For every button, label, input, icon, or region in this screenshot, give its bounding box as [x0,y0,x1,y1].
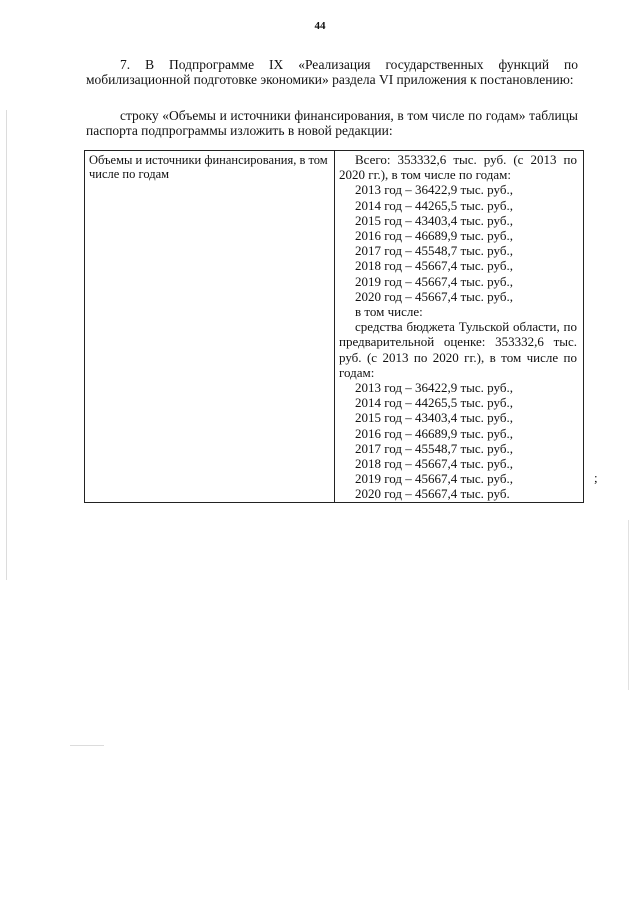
year-line: 2018 год – 45667,4 тыс. руб., [355,258,513,274]
scan-artifact [6,110,7,580]
year-line: 2019 год – 45667,4 тыс. руб., [355,273,513,289]
year-line: 2013 год – 36422,9 тыс. руб., [355,182,513,198]
table-cell-label: Объемы и источники финансирования, в том числе по годам [85,151,335,503]
financing-total: Всего: 353332,6 тыс. руб. (с 2013 по 2020 гг.), в том числе по годам: [339,152,577,183]
year-line: 2017 год – 45548,7 тыс. руб., [355,440,513,456]
regional-budget-line: средства бюджета Тульской области, по предварительной оценке: 353332,6 тыс. руб. (с 2013 по 2020 гг.), в том числе по годам: [339,319,577,380]
year-line: 2016 год – 46689,9 тыс. руб., [355,425,513,441]
paragraph-instruction: строку «Объемы и источники финансирования, в том числе по годам» таблицы паспорта подпрограммы изложить в новой редакции: [86,108,578,138]
year-line: 2016 год – 46689,9 тыс. руб., [355,228,513,244]
scan-artifact [628,520,629,690]
year-line: 2019 год – 45667,4 тыс. руб., [355,471,513,487]
page-number: 44 [314,20,326,32]
scan-artifact [70,745,104,746]
passport-table [84,150,584,503]
year-line: 2014 год – 44265,5 тыс. руб., [355,197,513,213]
year-line: 2018 год – 45667,4 тыс. руб., [355,456,513,472]
year-line: 2017 год – 45548,7 тыс. руб., [355,243,513,259]
year-line: 2013 год – 36422,9 тыс. руб., [355,380,513,396]
table-cell-financing [335,151,584,503]
year-line: 2020 год – 45667,4 тыс. руб., [355,288,513,304]
year-line: 2015 год – 43403,4 тыс. руб., [355,410,513,426]
including-label: в том числе: [355,304,423,320]
paragraph-item-7: 7. В Подпрограмме IX «Реализация государственных функций по мобилизационной подготовке экономики» раздела VI приложения к постановлению: [86,57,578,87]
year-line: 2015 год – 43403,4 тыс. руб., [355,212,513,228]
year-line: 2014 год – 44265,5 тыс. руб., [355,395,513,411]
closing-semicolon: ; [594,470,598,485]
year-line: 2020 год – 45667,4 тыс. руб. [355,486,510,502]
table-row [85,151,584,503]
